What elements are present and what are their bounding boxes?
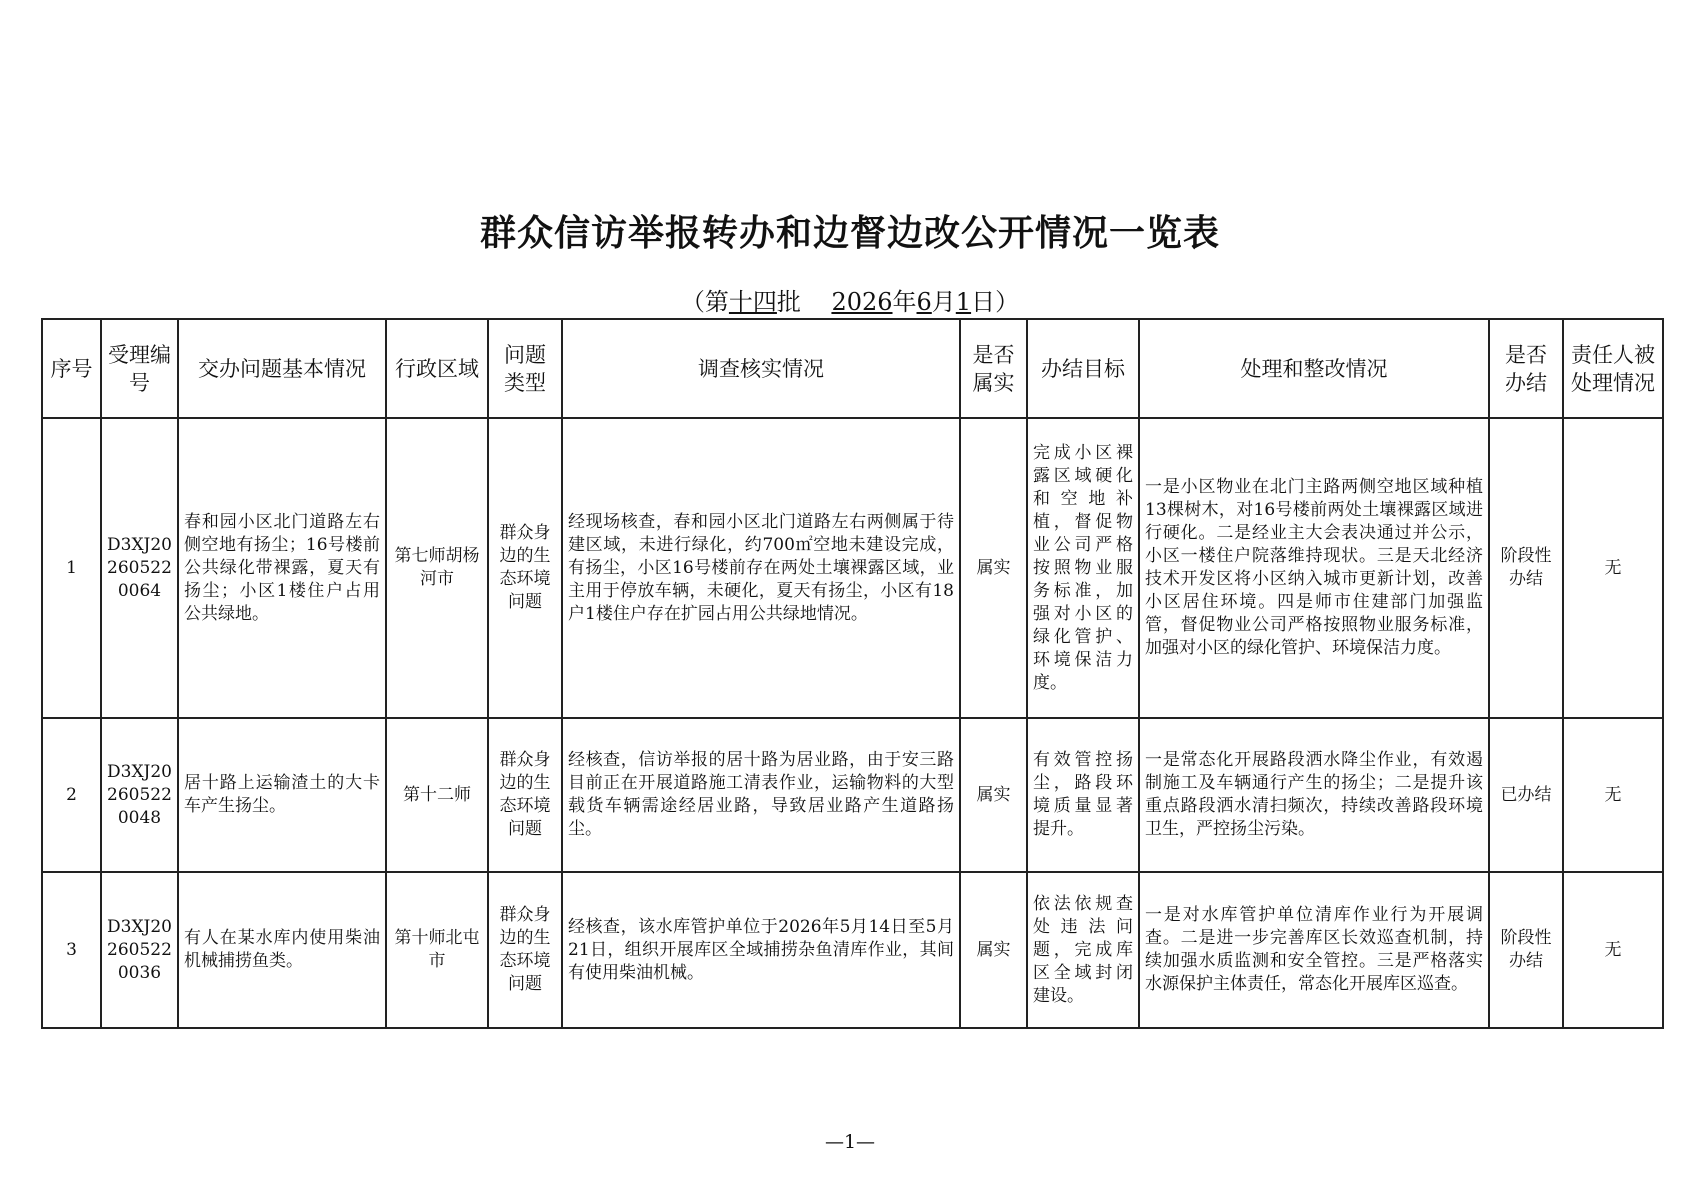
cell-verified: 属实: [960, 718, 1027, 872]
cell-closed: 阶段性办结: [1489, 872, 1563, 1028]
cell-closed: 阶段性办结: [1489, 418, 1563, 718]
batch-suffix: 批: [776, 288, 801, 316]
header-type: 问题类型: [488, 319, 562, 418]
header-goal: 办结目标: [1027, 319, 1139, 418]
cell-type: 群众身边的生态环境问题: [488, 418, 562, 718]
cell-accountability: 无: [1563, 418, 1663, 718]
cell-seq: 1: [42, 418, 101, 718]
table-row: [42, 418, 1663, 718]
cell-goal: 有效管控扬尘，路段环境质量显著提升。: [1027, 718, 1139, 872]
document-title: 群众信访举报转办和边督边改公开情况一览表: [479, 212, 1220, 254]
cell-handling: 一是常态化开展路段洒水降尘作业，有效遏制施工及车辆通行产生的扬尘；二是提升该重点路段洒水清扫频次，持续改善路段环境卫生，严控扬尘污染。: [1139, 718, 1489, 872]
cell-region: 第十二师: [386, 718, 488, 872]
petition-table: [41, 318, 1664, 1029]
header-handling: 处理和整改情况: [1139, 319, 1489, 418]
cell-seq: 2: [42, 718, 101, 872]
cell-issue: 有人在某水库内使用柴油机械捕捞鱼类。: [178, 872, 386, 1028]
subtitle-close: 日）: [971, 288, 1020, 316]
document-subtitle: [0, 282, 1700, 317]
cell-type: 群众身边的生态环境问题: [488, 718, 562, 872]
batch-number: 十四: [728, 288, 777, 316]
table-row: [42, 872, 1663, 1028]
header-case-no: 受理编号: [101, 319, 178, 418]
cell-issue: 居十路上运输渣土的大卡车产生扬尘。: [178, 718, 386, 872]
cell-accountability: 无: [1563, 872, 1663, 1028]
header-closed: 是否办结: [1489, 319, 1563, 418]
header-seq: 序号: [42, 319, 101, 418]
cell-case-no: D3XJ202605220036: [101, 872, 178, 1028]
cell-handling: 一是小区物业在北门主路两侧空地区域种植13棵树木，对16号楼前两处土壤裸露区域进行硬化。二是经业主大会表决通过并公示，小区一楼住户院落维持现状。三是天北经济技术开发区将小区纳入城市更新计划，改善小区居住环境。四是师市住建部门加强监管，督促物业公司严格按照物业服务标准，加强对小区的绿化管护、环境保洁力度。: [1139, 418, 1489, 718]
date-month: 6: [916, 288, 932, 316]
cell-region: 第十师北屯市: [386, 872, 488, 1028]
cell-verified: 属实: [960, 418, 1027, 718]
cell-closed: 已办结: [1489, 718, 1563, 872]
cell-investigation: 经现场核查，春和园小区北门道路左右两侧属于待建区域，未进行绿化，约700㎡空地未建设完成，有扬尘，小区16号楼前存在两处土壤裸露区域，业主用于停放车辆，未硬化，夏天有扬尘，小区有18户1楼住户存在扩园占用公共绿地情况。: [562, 418, 960, 718]
header-region: 行政区域: [386, 319, 488, 418]
date-day: 1: [955, 288, 972, 316]
month-suffix: 月: [931, 288, 956, 316]
table-header-row: [42, 319, 1663, 418]
header-verified: 是否属实: [960, 319, 1027, 418]
cell-investigation: 经核查，该水库管护单位于2026年5月14日至5月21日，组织开展库区全域捕捞杂鱼清库作业，其间有使用柴油机械。: [562, 872, 960, 1028]
cell-region: 第七师胡杨河市: [386, 418, 488, 718]
cell-issue: 春和园小区北门道路左右侧空地有扬尘；16号楼前公共绿化带裸露，夏天有扬尘；小区1楼住户占用公共绿地。: [178, 418, 386, 718]
header-investigation: 调查核实情况: [562, 319, 960, 418]
subtitle-open: （第: [680, 288, 729, 316]
cell-goal: 依法依规查处违法问题，完成库区全域封闭建设。: [1027, 872, 1139, 1028]
cell-accountability: 无: [1563, 718, 1663, 872]
cell-verified: 属实: [960, 872, 1027, 1028]
header-issue: 交办问题基本情况: [178, 319, 386, 418]
cell-case-no: D3XJ202605220048: [101, 718, 178, 872]
cell-investigation: 经核查，信访举报的居十路为居业路，由于安三路目前正在开展道路施工清表作业，运输物料的大型载货车辆需途经居业路，导致居业路产生道路扬尘。: [562, 718, 960, 872]
header-accountability: 责任人被处理情况: [1563, 319, 1663, 418]
page-number: —1—: [824, 1131, 876, 1153]
year-suffix: 年: [892, 288, 917, 316]
date-year: 2026: [831, 288, 893, 316]
cell-case-no: D3XJ202605220064: [101, 418, 178, 718]
cell-goal: 完成小区裸露区域硬化和空地补植，督促物业公司严格按照物业服务标准，加强对小区的绿化管护、环境保洁力度。: [1027, 418, 1139, 718]
cell-type: 群众身边的生态环境问题: [488, 872, 562, 1028]
cell-handling: 一是对水库管护单位清库作业行为开展调查。二是进一步完善库区长效巡查机制，持续加强水质监测和安全管控。三是严格落实水源保护主体责任，常态化开展库区巡查。: [1139, 872, 1489, 1028]
cell-seq: 3: [42, 872, 101, 1028]
table-row: [42, 718, 1663, 872]
